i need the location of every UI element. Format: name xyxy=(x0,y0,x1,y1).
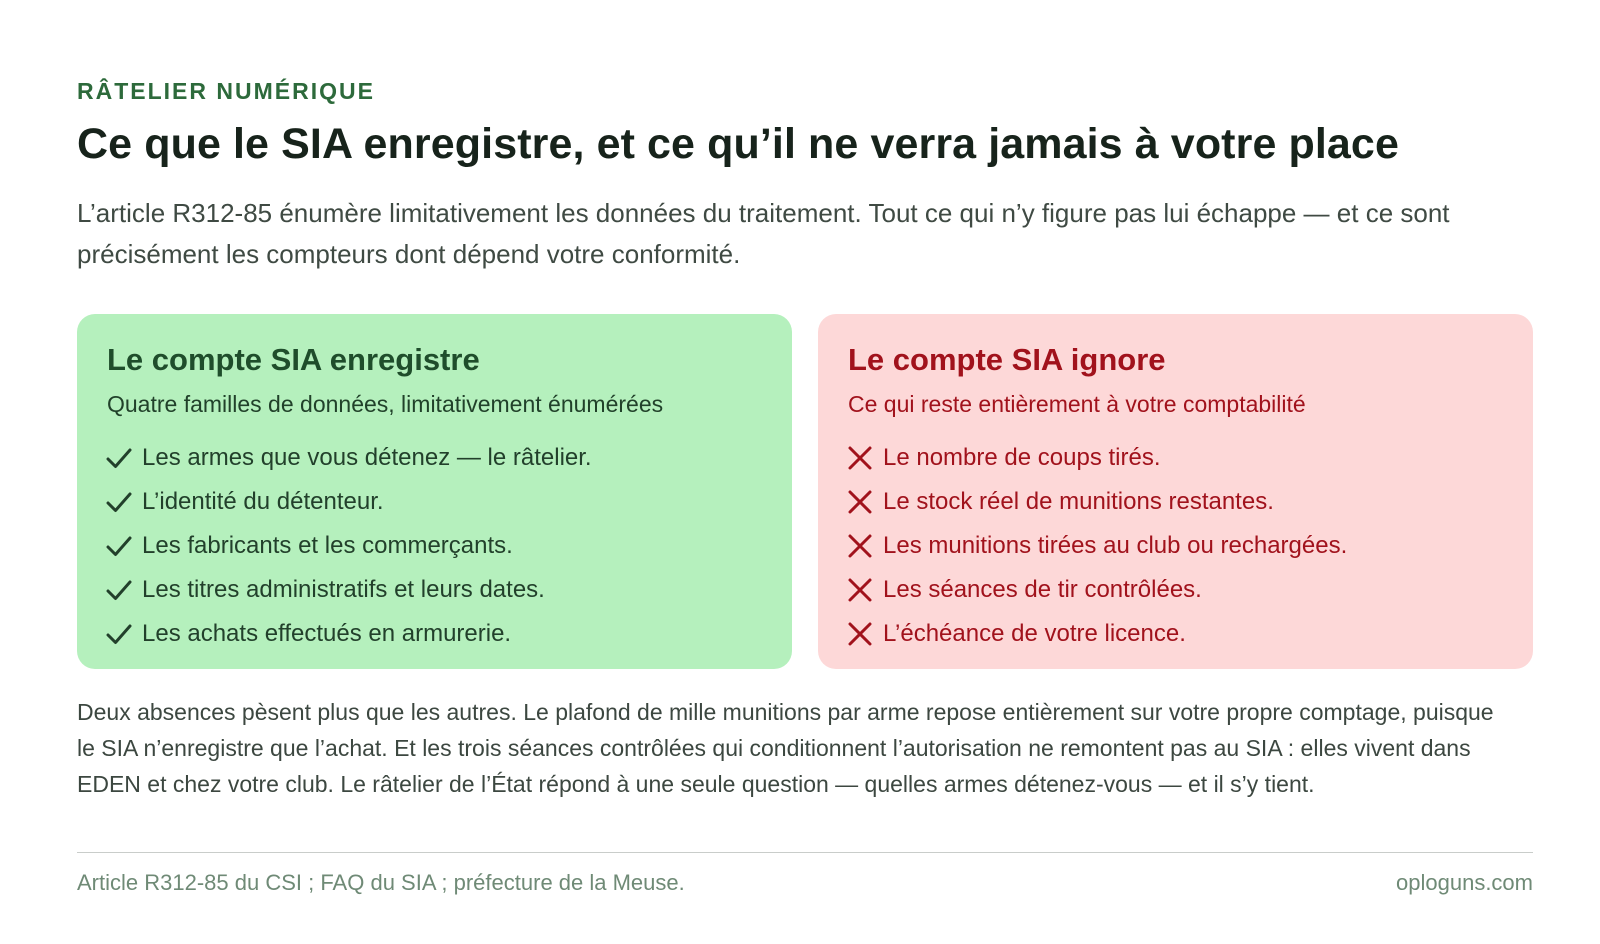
comparison-cards xyxy=(77,314,1533,669)
card-sia-ignores xyxy=(818,314,1533,669)
card-title: Le compte SIA enregistre xyxy=(107,342,480,377)
list-item xyxy=(845,612,1533,656)
list-item-text: Les armes que vous détenez — le râtelier. xyxy=(142,444,592,471)
list-item xyxy=(104,568,792,612)
ignored-items-list xyxy=(845,436,1533,656)
list-item-text: Les titres administratifs et leurs dates. xyxy=(142,576,545,603)
list-item xyxy=(845,436,1533,480)
list-item xyxy=(104,524,792,568)
list-item-text: Le stock réel de munitions restantes. xyxy=(883,488,1274,515)
list-item-text: Le nombre de coups tirés. xyxy=(883,444,1161,471)
list-item-text: Les fabricants et les commerçants. xyxy=(142,532,513,559)
eyebrow-label: RÂTELIER NUMÉRIQUE xyxy=(77,78,375,104)
list-item xyxy=(104,480,792,524)
check-icon xyxy=(104,443,134,473)
footer-sources: Article R312-85 du CSI ; FAQ du SIA ; préfecture de la Meuse. xyxy=(77,870,685,895)
check-icon xyxy=(104,531,134,561)
list-item xyxy=(104,612,792,656)
check-icon xyxy=(104,619,134,649)
list-item-text: L’échéance de votre licence. xyxy=(883,620,1186,647)
intro-paragraph: L’article R312-85 énumère limitativement les données du traitement. Tout ce qui n’y figure pas lui échappe — et ce sont précisément les compteurs dont dépend votre conformité. xyxy=(77,198,1450,269)
cross-icon xyxy=(845,619,875,649)
list-item xyxy=(104,436,792,480)
recorded-items-list xyxy=(104,436,792,656)
list-item-text: L’identité du détenteur. xyxy=(142,488,384,515)
list-item-text: Les séances de tir contrôlées. xyxy=(883,576,1202,603)
list-item xyxy=(845,524,1533,568)
footer-divider xyxy=(77,852,1533,853)
list-item-text: Les achats effectués en armurerie. xyxy=(142,620,512,647)
list-item-text: Les munitions tirées au club ou rechargées. xyxy=(883,532,1348,559)
cross-icon xyxy=(845,487,875,517)
card-sia-records xyxy=(77,314,792,669)
cross-icon xyxy=(845,575,875,605)
cross-icon xyxy=(845,531,875,561)
footer-site: oploguns.com xyxy=(1396,870,1533,895)
card-title: Le compte SIA ignore xyxy=(848,342,1166,377)
list-item xyxy=(845,568,1533,612)
list-item xyxy=(845,480,1533,524)
check-icon xyxy=(104,487,134,517)
page-title: Ce que le SIA enregistre, et ce qu’il ne verra jamais à votre place xyxy=(77,120,1399,168)
check-icon xyxy=(104,575,134,605)
card-subtitle: Quatre familles de données, limitativement énumérées xyxy=(107,391,664,417)
card-subtitle: Ce qui reste entièrement à votre comptabilité xyxy=(848,391,1306,417)
cross-icon xyxy=(845,443,875,473)
closing-paragraph: Deux absences pèsent plus que les autres. Le plafond de mille munitions par arme repose entièrement sur votre propre comptage, puisque le SIA n’enregistre que l’achat. Et les trois séances contrôlées qui conditionnent l’autorisation ne remontent pas au SIA : elles vivent dans EDEN et chez votre club. Le râtelier de l’État répond à une seule question — quelles armes détenez-vous — et il s’y tient. xyxy=(77,699,1494,797)
